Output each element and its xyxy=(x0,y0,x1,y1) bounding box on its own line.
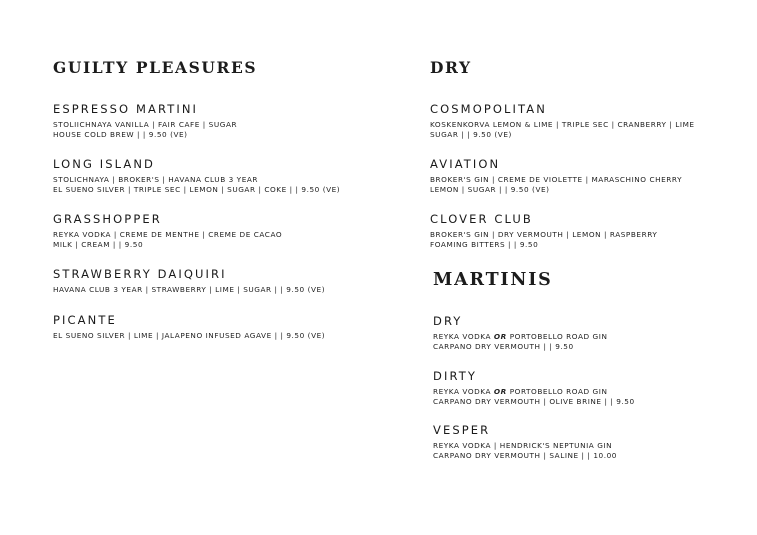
item-desc-line: BROKER'S GIN | CREME DE VIOLETTE | MARASCHINO CHERRY xyxy=(430,175,683,184)
spirit-option: PORTOBELLO ROAD GIN xyxy=(509,332,608,341)
menu-item-dry-martini xyxy=(433,314,607,352)
item-description xyxy=(430,230,657,250)
menu-item-long-island xyxy=(53,157,340,195)
martinis-heading: MARTINIS xyxy=(433,270,553,290)
item-description xyxy=(433,441,617,461)
item-description xyxy=(430,175,682,195)
item-name: LONG ISLAND xyxy=(53,157,156,171)
item-desc-line: REYKA VODKA | HENDRICK'S NEPTUNIA GIN xyxy=(433,441,613,450)
item-desc-line: EL SUENO SILVER | TRIPLE SEC | LEMON | SUGAR | COKE | | 9.50 (VE) xyxy=(53,185,341,194)
spirit-option: PORTOBELLO ROAD GIN xyxy=(509,387,608,396)
item-desc-line xyxy=(433,332,607,342)
item-description xyxy=(53,175,340,195)
item-desc-line: HOUSE COLD BREW | | 9.50 (VE) xyxy=(53,130,188,139)
or-connector: OR xyxy=(493,332,507,341)
item-desc-line: EL SUENO SILVER | LIME | JALAPENO INFUSED AGAVE | | 9.50 (VE) xyxy=(53,331,326,340)
guilty-pleasures-heading: GUILTY PLEASURES xyxy=(53,58,258,77)
item-desc-line: BROKER'S GIN | DRY VERMOUTH | LEMON | RASPBERRY xyxy=(430,230,658,239)
item-name: AVIATION xyxy=(430,157,501,171)
item-name: VESPER xyxy=(433,423,491,437)
menu-item-aviation xyxy=(430,157,682,195)
item-desc-line: HAVANA CLUB 3 YEAR | STRAWBERRY | LIME | SUGAR | | 9.50 (VE) xyxy=(53,285,326,294)
menu-item-cosmopolitan xyxy=(430,102,695,140)
item-name: STRAWBERRY DAIQUIRI xyxy=(53,267,227,281)
spirit-option: REYKA VODKA xyxy=(433,332,492,341)
item-name: PICANTE xyxy=(53,313,117,327)
item-name: DRY xyxy=(433,314,463,328)
item-desc-line: STOLIICHNAYA VANILLA | FAIR CAFE | SUGAR xyxy=(53,120,238,129)
item-desc-line: STOLICHNAYA | BROKER'S | HAVANA CLUB 3 YEAR xyxy=(53,175,259,184)
menu-item-espresso-martini xyxy=(53,102,237,140)
dry-heading: DRY xyxy=(430,58,472,77)
item-description xyxy=(53,331,325,341)
item-description xyxy=(433,387,635,407)
item-description xyxy=(433,332,607,352)
item-desc-line: KOSKENKORVA LEMON & LIME | TRIPLE SEC | CRANBERRY | LIME xyxy=(430,120,695,129)
item-description xyxy=(53,230,282,250)
item-desc-line: MILK | CREAM | | 9.50 xyxy=(53,240,144,249)
menu-item-picante xyxy=(53,313,325,341)
menu-item-vesper xyxy=(433,423,617,461)
item-name: DIRTY xyxy=(433,369,477,383)
item-name: ESPRESSO MARTINI xyxy=(53,102,199,116)
menu-item-grasshopper xyxy=(53,212,282,250)
spirit-option: REYKA VODKA xyxy=(433,387,492,396)
item-description xyxy=(430,120,695,140)
item-desc-line: FOAMING BITTERS | | 9.50 xyxy=(430,240,539,249)
item-desc-line xyxy=(433,387,635,397)
item-desc-line: REYKA VODKA | CREME DE MENTHE | CREME DE CACAO xyxy=(53,230,283,239)
item-desc-line: LEMON | SUGAR | | 9.50 (VE) xyxy=(430,185,550,194)
item-name: CLOVER CLUB xyxy=(430,212,533,226)
item-desc-line: SUGAR | | 9.50 (VE) xyxy=(430,130,512,139)
item-description xyxy=(53,285,325,295)
item-desc-line: CARPANO DRY VERMOUTH | SALINE | | 10.00 xyxy=(433,451,617,460)
menu-item-dirty-martini xyxy=(433,369,635,407)
menu-item-clover-club xyxy=(430,212,657,250)
menu-item-strawberry-daiquiri xyxy=(53,267,325,295)
item-desc-line: CARPANO DRY VERMOUTH | | 9.50 xyxy=(433,342,574,351)
or-connector: OR xyxy=(493,387,507,396)
item-name: COSMOPOLITAN xyxy=(430,102,547,116)
item-desc-line: CARPANO DRY VERMOUTH | OLIVE BRINE | | 9.50 xyxy=(433,397,635,406)
item-description xyxy=(53,120,237,140)
item-name: GRASSHOPPER xyxy=(53,212,162,226)
